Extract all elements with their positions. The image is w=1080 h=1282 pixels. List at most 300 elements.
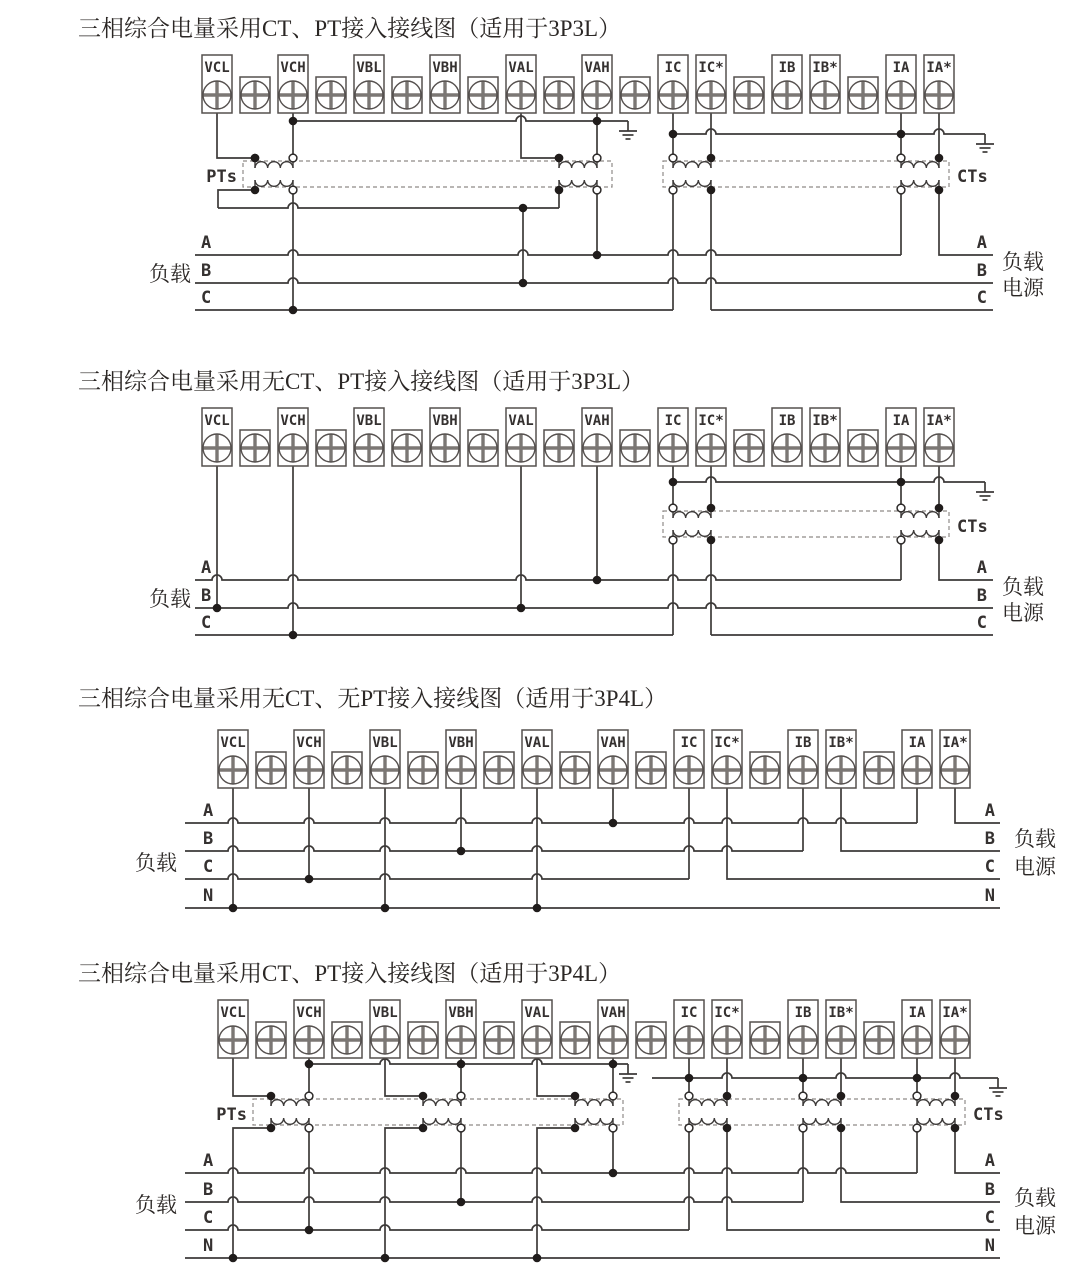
- terminal-label: IA: [908, 735, 926, 751]
- coil-terminal-circle: [897, 186, 905, 194]
- terminal-label: IA*: [926, 60, 952, 76]
- terminal-label: VBL: [356, 413, 382, 429]
- junction-dot: [571, 1124, 580, 1133]
- terminal-label: VBH: [448, 735, 474, 751]
- terminal-label: VCL: [220, 1005, 246, 1021]
- terminal-ib: [788, 730, 818, 788]
- terminal-label: VBL: [372, 735, 398, 751]
- coil-terminal-circle: [799, 1124, 807, 1132]
- terminal-vbl: [354, 55, 384, 113]
- terminal-vbl: [370, 730, 400, 788]
- terminal-ib-star: [826, 730, 856, 788]
- phase-label-right-b: B: [976, 261, 987, 281]
- terminal-vbh: [430, 408, 460, 466]
- coil-terminal-circle: [305, 1092, 313, 1100]
- pt-group-label: PTs: [206, 167, 237, 187]
- terminal-blank: [864, 752, 894, 788]
- terminal-blank: [848, 430, 878, 466]
- junction-dot: [229, 904, 238, 913]
- phase-label-right-a: A: [976, 233, 987, 253]
- terminal-blank: [636, 1022, 666, 1058]
- junction-dot: [267, 1092, 276, 1101]
- wire: [233, 1128, 271, 1258]
- junction-dot: [517, 604, 526, 613]
- wire: [195, 603, 993, 608]
- junction-dot: [951, 1092, 960, 1101]
- coil-terminal-circle: [685, 1092, 693, 1100]
- coil-terminal-circle: [593, 154, 601, 162]
- coil-terminal-circle: [593, 186, 601, 194]
- junction-dot: [267, 1124, 276, 1133]
- wire: [195, 278, 993, 283]
- ct-transformer-symbol: [917, 1096, 955, 1128]
- terminal-ia-star: [940, 730, 970, 788]
- phase-label-left-c: C: [201, 288, 212, 308]
- terminal-val: [506, 55, 536, 113]
- terminal-vch: [278, 408, 308, 466]
- terminal-label: VAH: [600, 735, 626, 751]
- pt-transformer-symbol: [559, 158, 597, 190]
- terminal-ia: [886, 55, 916, 113]
- terminal-ia-star: [924, 55, 954, 113]
- terminal-ia-star: [940, 1000, 970, 1058]
- wire: [727, 788, 1000, 879]
- terminal-blank: [240, 430, 270, 466]
- terminal-blank: [620, 430, 650, 466]
- wire: [185, 1168, 917, 1173]
- phase-label-left-b: B: [201, 586, 212, 606]
- terminal-blank: [392, 77, 422, 113]
- junction-dot: [555, 186, 564, 195]
- terminal-label: IB: [778, 413, 796, 429]
- phase-label-left-b: B: [203, 829, 214, 849]
- phase-label-left-a: A: [201, 233, 212, 253]
- wire: [218, 190, 255, 208]
- terminal-vah: [598, 730, 628, 788]
- terminal-vbl: [370, 1000, 400, 1058]
- terminal-vch: [294, 730, 324, 788]
- terminal-blank: [864, 1022, 894, 1058]
- ct-transformer-symbol: [901, 508, 939, 540]
- wire: [293, 116, 628, 121]
- junction-dot: [305, 875, 314, 884]
- junction-dot: [289, 631, 298, 640]
- ct-transformer-symbol: [803, 1096, 841, 1128]
- pt-group-label: PTs: [216, 1105, 247, 1125]
- junction-dot: [951, 1124, 960, 1133]
- junction-dot: [519, 204, 528, 213]
- terminal-label: VAH: [584, 413, 610, 429]
- terminal-blank: [544, 430, 574, 466]
- junction-dot: [609, 1169, 618, 1178]
- terminal-label: IC*: [698, 60, 724, 76]
- diagram-3p3l-no-ct-pt: [149, 408, 1045, 639]
- phase-label-right-b: B: [984, 1180, 995, 1200]
- terminal-vbl: [354, 408, 384, 466]
- terminal-vbh: [446, 730, 476, 788]
- load-source-label-line1: 负载: [1014, 1186, 1056, 1210]
- phase-label-left-a: A: [201, 558, 212, 578]
- junction-dot: [669, 130, 678, 139]
- terminal-label: IA: [908, 1005, 926, 1021]
- junction-dot: [897, 130, 906, 139]
- load-source-label-line2: 电源: [1002, 601, 1044, 625]
- junction-dot: [837, 1092, 846, 1101]
- junction-dot: [533, 1254, 542, 1263]
- junction-dot: [457, 1060, 466, 1069]
- terminal-blank: [332, 752, 362, 788]
- terminal-blank: [256, 752, 286, 788]
- terminal-label: VCH: [296, 1005, 322, 1021]
- terminal-blank: [560, 752, 590, 788]
- pt-transformer-symbol: [255, 158, 293, 190]
- phase-label-left-b: B: [203, 1180, 214, 1200]
- terminal-blank: [468, 430, 498, 466]
- terminal-vbh: [446, 1000, 476, 1058]
- terminal-label: IB: [794, 735, 812, 751]
- load-label-left: 负载: [135, 851, 177, 875]
- terminal-strip: [202, 408, 954, 466]
- terminal-ic: [658, 408, 688, 466]
- load-label-left: 负载: [135, 1193, 177, 1217]
- junction-dot: [305, 1226, 314, 1235]
- ground-symbol: [619, 121, 637, 139]
- wire: [385, 1128, 423, 1258]
- terminal-val: [506, 408, 536, 466]
- phase-label-right-c: C: [984, 1208, 995, 1228]
- wire: [195, 575, 901, 580]
- terminal-vbh: [430, 55, 460, 113]
- drawing-layer: [135, 55, 1057, 1262]
- junction-dot: [593, 251, 602, 260]
- ground-symbol: [976, 134, 994, 152]
- terminal-label: VCH: [280, 413, 306, 429]
- terminal-ib-star: [810, 408, 840, 466]
- coil-terminal-circle: [913, 1092, 921, 1100]
- terminal-vcl: [218, 1000, 248, 1058]
- wire: [727, 1128, 1000, 1230]
- junction-dot: [609, 1060, 618, 1069]
- coil-terminal-circle: [685, 1124, 693, 1132]
- coil-terminal-circle: [289, 186, 297, 194]
- terminal-label: IB*: [812, 413, 838, 429]
- terminal-blank: [560, 1022, 590, 1058]
- pt-transformer-symbol: [271, 1096, 309, 1128]
- coil-terminal-circle: [669, 186, 677, 194]
- junction-dot: [381, 904, 390, 913]
- terminal-vcl: [218, 730, 248, 788]
- terminal-blank: [636, 752, 666, 788]
- phase-label-right-b: B: [984, 829, 995, 849]
- terminal-label: IC: [680, 735, 698, 751]
- coil-terminal-circle: [289, 154, 297, 162]
- transformer-group-box: [663, 161, 949, 187]
- coil-terminal-circle: [457, 1092, 465, 1100]
- coil-terminal-circle: [799, 1092, 807, 1100]
- terminal-ib: [772, 408, 802, 466]
- ct-transformer-symbol: [689, 1096, 727, 1128]
- terminal-vch: [294, 1000, 324, 1058]
- terminal-ia: [902, 1000, 932, 1058]
- terminal-vcl: [202, 55, 232, 113]
- wire: [185, 874, 689, 879]
- terminal-ib: [772, 55, 802, 113]
- terminal-label: IA: [892, 60, 910, 76]
- junction-dot: [305, 1060, 314, 1069]
- terminal-label: IA*: [942, 735, 968, 751]
- junction-dot: [935, 186, 944, 195]
- diagram-3p3l-ct-pt: [149, 55, 1045, 314]
- junction-dot: [419, 1124, 428, 1133]
- ct-group-label: CTs: [957, 517, 988, 537]
- terminal-blank: [256, 1022, 286, 1058]
- junction-dot: [707, 186, 716, 195]
- terminal-ic-star: [696, 408, 726, 466]
- terminal-blank: [316, 430, 346, 466]
- load-source-label-line2: 电源: [1014, 1214, 1056, 1238]
- phase-label-right-n: N: [984, 886, 995, 906]
- wire: [185, 846, 803, 851]
- wire: [185, 818, 917, 823]
- phase-label-left-c: C: [201, 613, 212, 633]
- phase-label-right-a: A: [984, 801, 995, 821]
- ct-group-label: CTs: [973, 1105, 1004, 1125]
- phase-label-right-c: C: [976, 288, 987, 308]
- coil-terminal-circle: [305, 1124, 313, 1132]
- terminal-blank: [620, 77, 650, 113]
- wire: [217, 113, 255, 158]
- load-source-label-line2: 电源: [1014, 855, 1056, 879]
- junction-dot: [229, 1254, 238, 1263]
- ground-symbol: [989, 1078, 1007, 1096]
- phase-label-left-c: C: [203, 1208, 214, 1228]
- junction-dot: [289, 306, 298, 315]
- terminal-blank: [750, 752, 780, 788]
- terminal-label: VAH: [600, 1005, 626, 1021]
- junction-dot: [555, 154, 564, 163]
- pt-transformer-symbol: [575, 1096, 613, 1128]
- phase-label-right-a: A: [984, 1151, 995, 1171]
- terminal-label: IB*: [828, 1005, 854, 1021]
- terminal-label: VCL: [204, 60, 230, 76]
- phase-label-left-b: B: [201, 261, 212, 281]
- terminal-ia-star: [924, 408, 954, 466]
- terminal-label: IC: [680, 1005, 698, 1021]
- terminal-label: VCH: [280, 60, 306, 76]
- terminal-ic-star: [712, 1000, 742, 1058]
- terminal-blank: [408, 752, 438, 788]
- terminal-blank: [484, 752, 514, 788]
- terminal-val: [522, 730, 552, 788]
- phase-label-right-a: A: [976, 558, 987, 578]
- junction-dot: [593, 576, 602, 585]
- junction-dot: [837, 1124, 846, 1133]
- junction-dot: [289, 117, 298, 126]
- junction-dot: [457, 847, 466, 856]
- junction-dot: [609, 819, 618, 828]
- junction-dot: [685, 1074, 694, 1083]
- load-source-label-line2: 电源: [1002, 276, 1044, 300]
- junction-dot: [707, 536, 716, 545]
- terminal-label: IB*: [812, 60, 838, 76]
- wire: [185, 1225, 689, 1230]
- phase-label-left-a: A: [203, 801, 214, 821]
- terminal-blank: [392, 430, 422, 466]
- coil-terminal-circle: [913, 1124, 921, 1132]
- terminal-label: VBH: [432, 60, 458, 76]
- junction-dot: [419, 1092, 428, 1101]
- phase-label-left-n: N: [203, 886, 214, 906]
- terminal-blank: [316, 77, 346, 113]
- junction-dot: [935, 154, 944, 163]
- terminal-ic-star: [696, 55, 726, 113]
- wire: [841, 788, 1000, 851]
- terminal-vch: [278, 55, 308, 113]
- transformer-group-box: [243, 161, 612, 187]
- wire: [195, 250, 901, 255]
- phase-label-right-c: C: [976, 613, 987, 633]
- junction-dot: [707, 154, 716, 163]
- coil-terminal-circle: [897, 154, 905, 162]
- terminal-ic-star: [712, 730, 742, 788]
- terminal-blank: [468, 77, 498, 113]
- diagram-3-title: 三相综合电量采用无CT、无PT接入接线图（适用于3P4L）: [78, 686, 668, 711]
- terminal-label: IA: [892, 413, 910, 429]
- phase-label-right-b: B: [976, 586, 987, 606]
- terminal-ib-star: [826, 1000, 856, 1058]
- wire: [233, 1058, 271, 1096]
- junction-dot: [519, 279, 528, 288]
- load-source-label-line1: 负载: [1002, 250, 1044, 274]
- coil-terminal-circle: [609, 1124, 617, 1132]
- terminal-blank: [240, 77, 270, 113]
- load-label-left: 负载: [149, 262, 191, 286]
- terminal-label: VAL: [524, 1005, 550, 1021]
- ct-group-label: CTs: [957, 167, 988, 187]
- junction-dot: [707, 504, 716, 513]
- terminal-ic: [658, 55, 688, 113]
- terminal-label: IC: [664, 60, 682, 76]
- terminal-ib-star: [810, 55, 840, 113]
- terminal-label: IB: [778, 60, 796, 76]
- terminal-blank: [332, 1022, 362, 1058]
- terminal-blank: [544, 77, 574, 113]
- terminal-ib: [788, 1000, 818, 1058]
- coil-terminal-circle: [609, 1092, 617, 1100]
- junction-dot: [669, 478, 678, 487]
- junction-dot: [213, 604, 222, 613]
- pt-transformer-symbol: [423, 1096, 461, 1128]
- junction-dot: [571, 1092, 580, 1101]
- terminal-vcl: [202, 408, 232, 466]
- junction-dot: [935, 536, 944, 545]
- diagram-3p4l-ct-pt: [135, 1000, 1057, 1262]
- terminal-label: IC*: [698, 413, 724, 429]
- wire: [309, 1059, 628, 1064]
- transformer-group-box: [663, 511, 949, 537]
- terminal-ia: [886, 408, 916, 466]
- diagram-2-title: 三相综合电量采用无CT、PT接入接线图（适用于3P3L）: [78, 369, 645, 394]
- ct-transformer-symbol: [673, 158, 711, 190]
- wire: [841, 1128, 1000, 1202]
- coil-terminal-circle: [897, 536, 905, 544]
- ground-symbol: [619, 1064, 637, 1082]
- terminal-vah: [582, 408, 612, 466]
- coil-terminal-circle: [669, 504, 677, 512]
- terminal-blank: [484, 1022, 514, 1058]
- terminal-blank: [734, 77, 764, 113]
- diagram-3p4l-no-ct-no-pt: [135, 730, 1057, 912]
- terminal-strip: [218, 1000, 970, 1058]
- terminal-label: VCL: [204, 413, 230, 429]
- terminal-label: VAL: [508, 60, 534, 76]
- terminal-label: VAL: [508, 413, 534, 429]
- ct-transformer-symbol: [901, 158, 939, 190]
- wire: [537, 1128, 575, 1258]
- terminal-label: VAL: [524, 735, 550, 751]
- terminal-vah: [598, 1000, 628, 1058]
- ground-symbol: [976, 482, 994, 500]
- transformer-group-box: [679, 1099, 965, 1125]
- junction-dot: [935, 504, 944, 513]
- phase-label-right-n: N: [984, 1236, 995, 1256]
- wire: [185, 1197, 803, 1202]
- coil-terminal-circle: [897, 504, 905, 512]
- terminal-strip: [218, 730, 970, 788]
- junction-dot: [381, 1254, 390, 1263]
- terminal-label: VBH: [432, 413, 458, 429]
- junction-dot: [457, 1198, 466, 1207]
- terminal-label: VCL: [220, 735, 246, 751]
- coil-terminal-circle: [669, 536, 677, 544]
- coil-terminal-circle: [457, 1124, 465, 1132]
- terminal-label: VBL: [356, 60, 382, 76]
- terminal-label: IC: [664, 413, 682, 429]
- phase-label-left-n: N: [203, 1236, 214, 1256]
- junction-dot: [723, 1124, 732, 1133]
- junction-dot: [533, 904, 542, 913]
- terminal-label: IC*: [714, 735, 740, 751]
- phase-label-left-c: C: [203, 857, 214, 877]
- junction-dot: [913, 1074, 922, 1083]
- terminal-label: VBH: [448, 1005, 474, 1021]
- wire: [218, 203, 559, 208]
- terminal-ic: [674, 1000, 704, 1058]
- terminal-label: VAH: [584, 60, 610, 76]
- terminal-ia: [902, 730, 932, 788]
- phase-label-right-c: C: [984, 857, 995, 877]
- diagram-1-title: 三相综合电量采用CT、PT接入接线图（适用于3P3L）: [78, 16, 622, 41]
- junction-dot: [251, 186, 260, 195]
- load-label-left: 负载: [149, 587, 191, 611]
- terminal-ic: [674, 730, 704, 788]
- load-source-label-line1: 负载: [1014, 827, 1056, 851]
- junction-dot: [251, 154, 260, 163]
- junction-dot: [799, 1074, 808, 1083]
- terminal-label: IB*: [828, 735, 854, 751]
- wire: [652, 1073, 998, 1078]
- terminal-val: [522, 1000, 552, 1058]
- diagram-4-title: 三相综合电量采用CT、PT接入接线图（适用于3P4L）: [78, 961, 622, 986]
- terminal-blank: [734, 430, 764, 466]
- terminal-strip: [202, 55, 954, 113]
- load-source-label-line1: 负载: [1002, 575, 1044, 599]
- junction-dot: [593, 117, 602, 126]
- coil-terminal-circle: [669, 154, 677, 162]
- terminal-blank: [848, 77, 878, 113]
- terminal-label: IA*: [942, 1005, 968, 1021]
- terminal-label: IC*: [714, 1005, 740, 1021]
